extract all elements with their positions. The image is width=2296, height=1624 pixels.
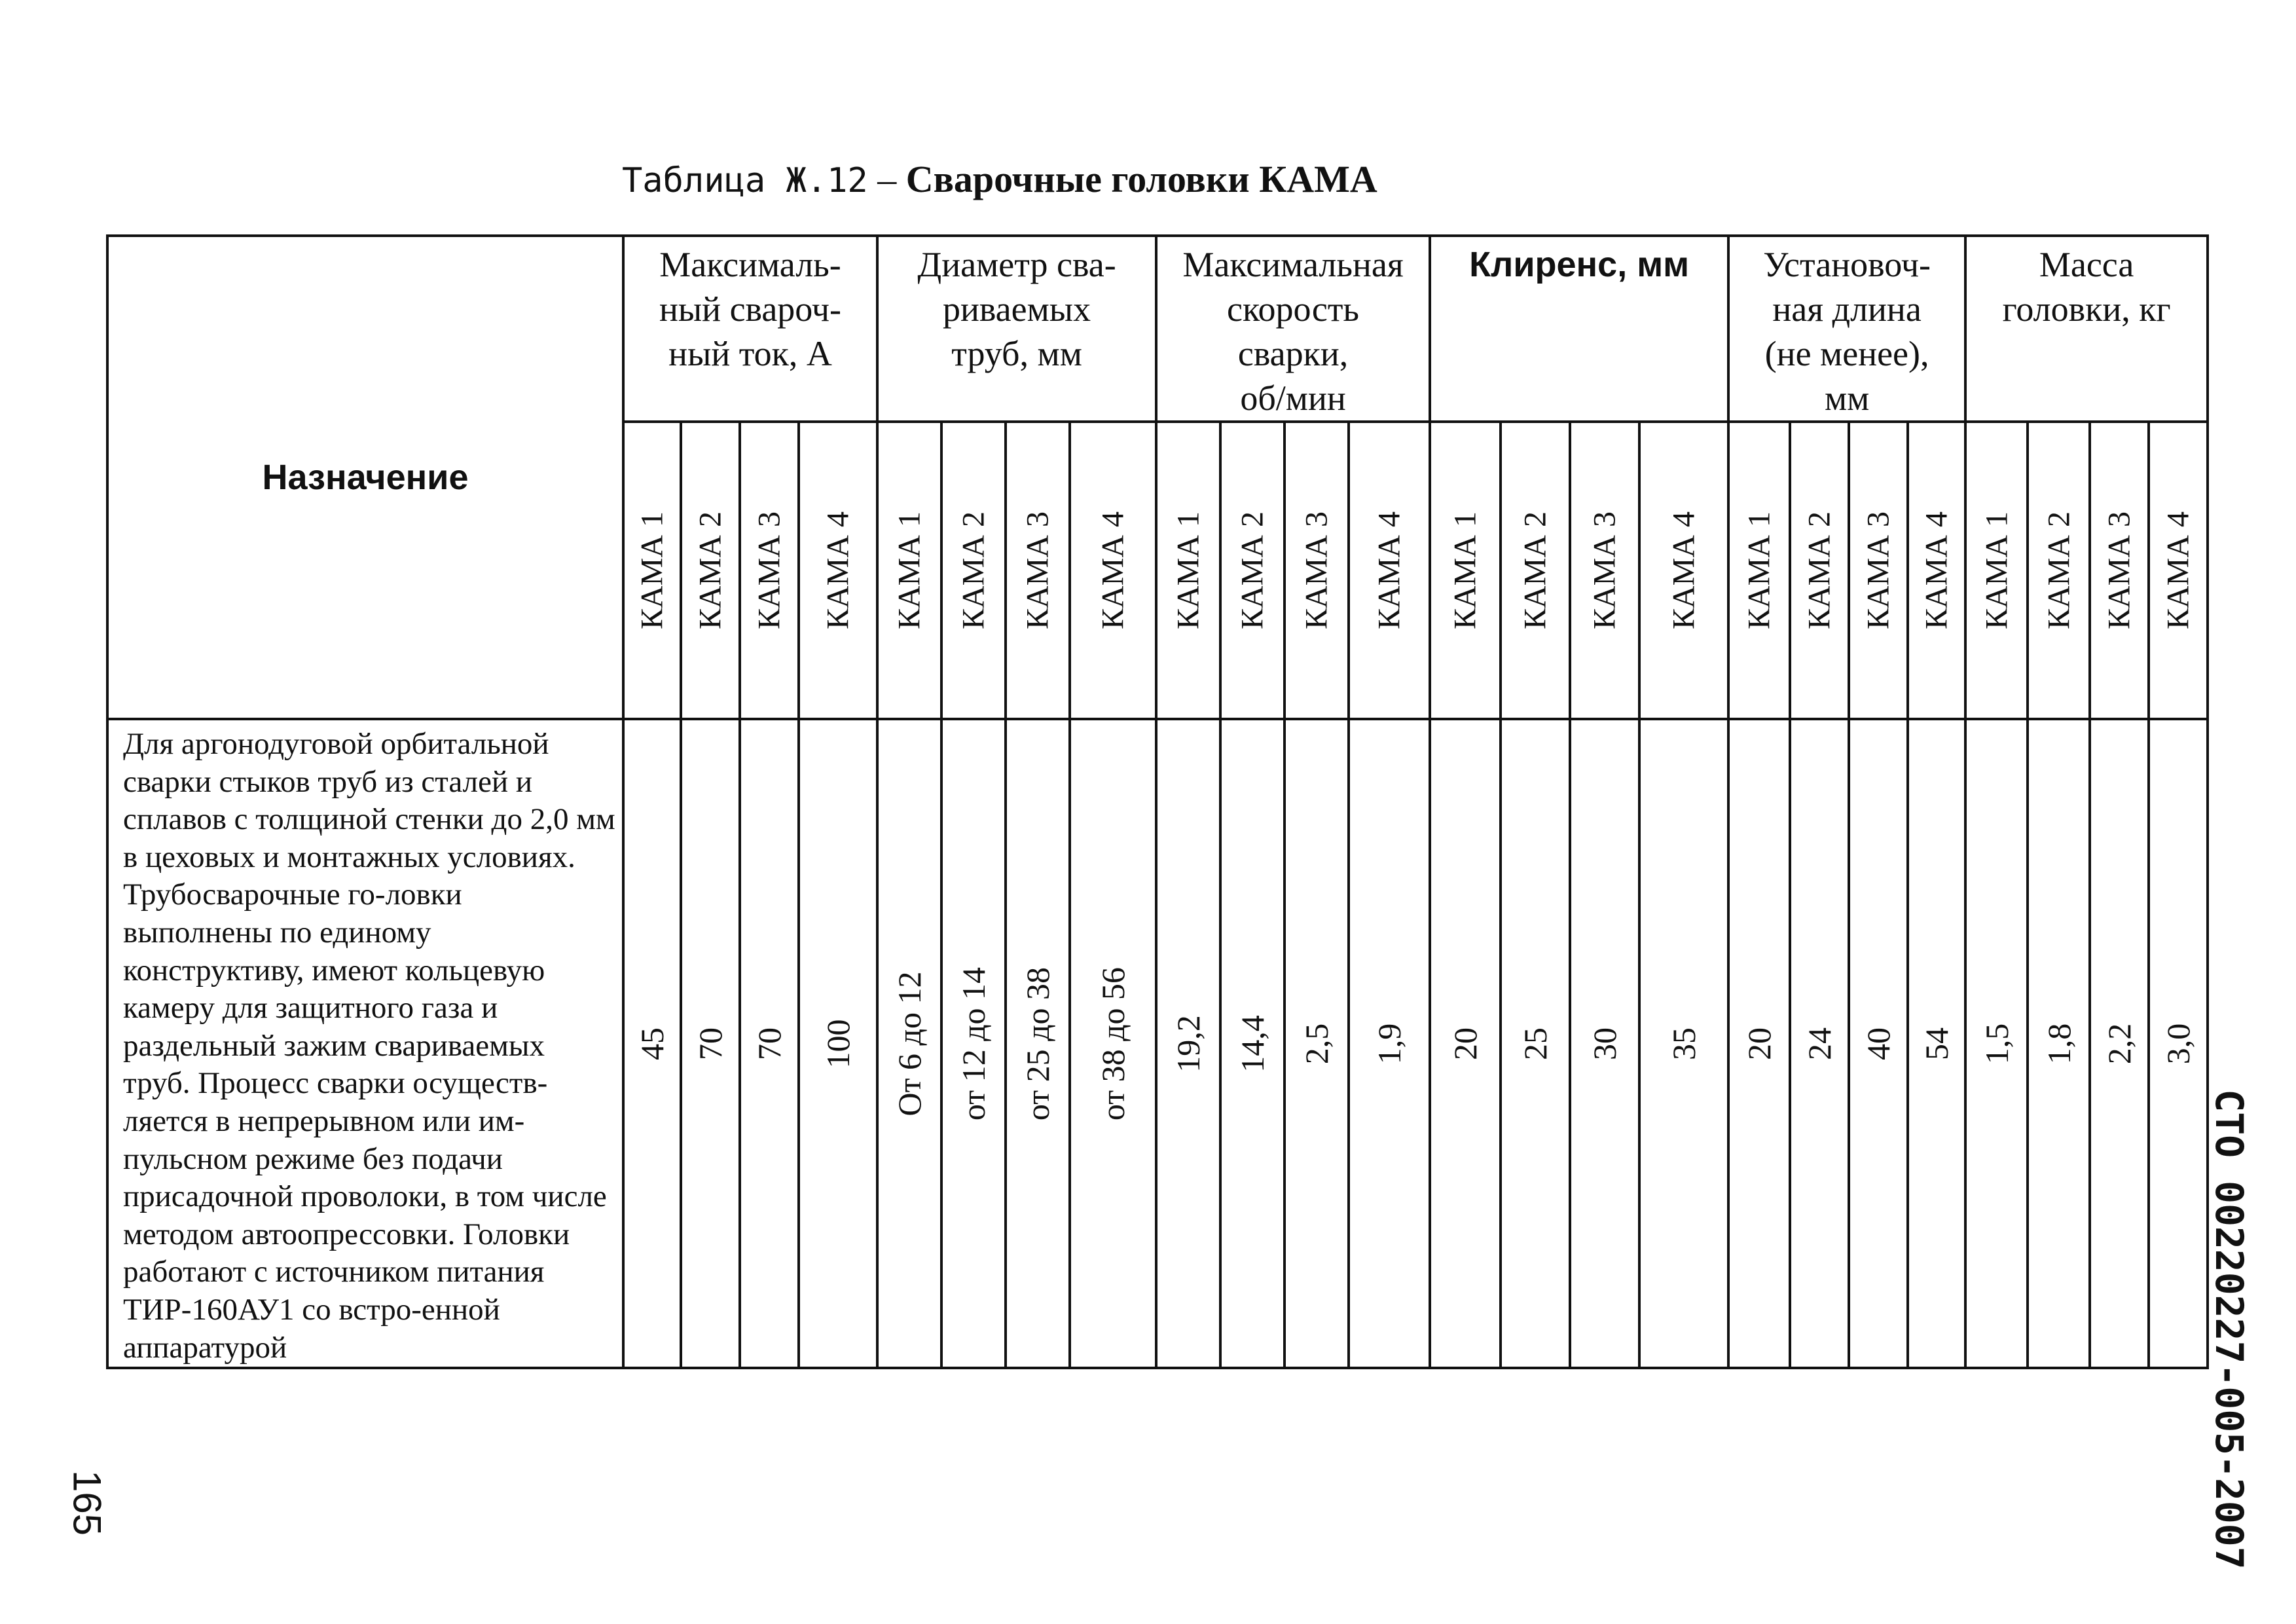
table-cell	[1349, 719, 1430, 1368]
subheader-kama-2	[1220, 422, 1285, 719]
subheader-label: КАМА 4	[1095, 511, 1131, 630]
group-header-row	[107, 236, 2208, 422]
subheader-kama-4	[2149, 422, 2208, 719]
subheader-label: КАМА 4	[820, 511, 856, 630]
subheader-kama-3	[1570, 422, 1639, 719]
cell-value: 3,0	[2160, 1023, 2197, 1064]
table-cell	[1501, 719, 1570, 1368]
table-cell	[681, 719, 740, 1368]
table-cell	[1070, 719, 1156, 1368]
cell-value: 2,5	[1298, 1023, 1336, 1064]
cell-value: 1,5	[1978, 1023, 2015, 1064]
document-code-text: СТО 00220227-005-2007	[2207, 1089, 2251, 1570]
cell-value: 25	[1517, 1027, 1554, 1060]
table-cell	[1790, 719, 1849, 1368]
purpose-header: Назначение	[107, 236, 623, 719]
table-cell	[799, 719, 877, 1368]
welding-heads-table	[106, 234, 2209, 1369]
subheader-label: КАМА 4	[1666, 511, 1702, 630]
caption-dash: –	[867, 158, 906, 200]
subheader-label: КАМА 2	[2041, 511, 2077, 630]
page-number	[58, 1469, 117, 1536]
table-caption	[622, 157, 1377, 201]
subheader-label: КАМА 1	[1741, 511, 1777, 630]
caption-prefix: Таблица Ж.12	[622, 161, 868, 200]
subheader-kama-4	[1908, 422, 1965, 719]
subheader-kama-3	[2090, 422, 2149, 719]
group-header-install-length: Установоч- ная длина (не менее), мм	[1728, 236, 1965, 422]
cell-value: 24	[1801, 1027, 1838, 1060]
group-header-max-current: Максималь- ный свароч- ный ток, А	[623, 236, 877, 422]
table-cell	[623, 719, 681, 1368]
cell-value: 1,9	[1371, 1023, 1408, 1064]
page-number-text: 165	[65, 1469, 109, 1536]
subheader-label: КАМА 2	[956, 511, 991, 630]
cell-value: 70	[692, 1027, 729, 1060]
group-header-head-mass: Масса головки, кг	[1965, 236, 2208, 422]
table-cell	[1965, 719, 2028, 1368]
table-cell	[1285, 719, 1349, 1368]
subheader-label: КАМА 1	[1448, 511, 1483, 630]
subheader-label: КАМА 3	[1020, 511, 1055, 630]
table-cell	[1908, 719, 1965, 1368]
subheader-label: КАМА 2	[1518, 511, 1553, 630]
subheader-kama-1	[877, 422, 941, 719]
subheader-label: КАМА 2	[1802, 511, 1837, 630]
table-row	[107, 719, 2208, 1368]
subheader-label: КАМА 3	[1861, 511, 1896, 630]
subheader-kama-4	[799, 422, 877, 719]
subheader-label: КАМА 1	[1979, 511, 2014, 630]
subheader-kama-4	[1639, 422, 1728, 719]
table-cell	[2028, 719, 2090, 1368]
subheader-label: КАМА 4	[2160, 511, 2196, 630]
cell-value: 19,2	[1170, 1014, 1207, 1073]
table-cell	[1006, 719, 1070, 1368]
subheader-label: КАМА 1	[1171, 511, 1206, 630]
table-cell	[941, 719, 1006, 1368]
table-cell	[1220, 719, 1285, 1368]
subheader-label: КАМА 4	[1919, 511, 1954, 630]
subheader-label: КАМА 2	[693, 511, 728, 630]
subheader-label: КАМА 3	[1299, 511, 1334, 630]
subheader-kama-2	[1501, 422, 1570, 719]
cell-value: 45	[634, 1027, 670, 1060]
subheader-label: КАМА 1	[892, 511, 927, 630]
table-cell	[1430, 719, 1501, 1368]
table-cell	[1570, 719, 1639, 1368]
subheader-kama-4	[1349, 422, 1430, 719]
cell-value: 54	[1918, 1027, 1956, 1060]
subheader-label: КАМА 1	[634, 511, 670, 630]
cell-value: 1,8	[2040, 1023, 2077, 1064]
cell-value: 40	[1860, 1027, 1897, 1060]
subheader-kama-4	[1070, 422, 1156, 719]
group-header-clearance: Клиренс, мм	[1430, 236, 1728, 422]
table-cell	[877, 719, 941, 1368]
subheader-kama-1	[1728, 422, 1790, 719]
subheader-kama-2	[2028, 422, 2090, 719]
subheader-kama-1	[1156, 422, 1220, 719]
subheader-kama-2	[681, 422, 740, 719]
caption-title: Сварочные головки КАМА	[905, 158, 1377, 200]
cell-value: 14,4	[1234, 1014, 1271, 1073]
document-code	[2190, 1048, 2269, 1611]
cell-value: 2,2	[2101, 1023, 2138, 1064]
table-cell	[1849, 719, 1908, 1368]
subheader-kama-1	[623, 422, 681, 719]
table-cell	[2090, 719, 2149, 1368]
purpose-description: Для аргонодуговой орбитальной сварки стыков труб из сталей и сплавов с толщиной стенки до 2,0 мм в цеховых и монтажных условиях. Трубосварочные го-ловки выполнены по единому конструктиву, имеют кольцевую камеру для защитного газа и раздельный зажим свариваемых труб. Процесс сварки осуществ-ляется в непрерывном или им-пульсном режиме без подачи присадочной проволоки, в том числе методом автоопрессовки. Головки работают с источником питания ТИР-160АУ1 со встро-енной аппаратурой	[107, 719, 623, 1368]
table-cell	[1156, 719, 1220, 1368]
subheader-kama-2	[941, 422, 1006, 719]
subheader-label: КАМА 3	[2102, 511, 2137, 630]
group-header-pipe-diameter: Диаметр сва- риваемых труб, мм	[877, 236, 1156, 422]
subheader-label: КАМА 2	[1235, 511, 1270, 630]
subheader-label: КАМА 3	[1587, 511, 1622, 630]
subheader-kama-3	[1849, 422, 1908, 719]
table-cell	[1639, 719, 1728, 1368]
subheader-kama-3	[740, 422, 799, 719]
cell-value: 100	[820, 1019, 857, 1069]
cell-value: 20	[1741, 1027, 1778, 1060]
subheader-kama-1	[1965, 422, 2028, 719]
cell-value: от 25 до 38	[1019, 967, 1057, 1120]
cell-value: 30	[1586, 1027, 1624, 1060]
subheader-kama-1	[1430, 422, 1501, 719]
cell-value: от 12 до 14	[955, 967, 993, 1120]
cell-value: 70	[751, 1027, 788, 1060]
table-cell	[1728, 719, 1790, 1368]
group-header-max-speed: Максимальная скорость сварки, об/мин	[1156, 236, 1430, 422]
subheader-kama-3	[1285, 422, 1349, 719]
table-cell	[740, 719, 799, 1368]
cell-value: 20	[1447, 1027, 1484, 1060]
subheader-kama-3	[1006, 422, 1070, 719]
subheader-label: КАМА 4	[1372, 511, 1407, 630]
cell-value: от 38 до 56	[1095, 967, 1132, 1120]
cell-value: От 6 до 12	[891, 971, 928, 1116]
cell-value: 35	[1666, 1027, 1703, 1060]
subheader-kama-2	[1790, 422, 1849, 719]
subheader-label: КАМА 3	[752, 511, 787, 630]
